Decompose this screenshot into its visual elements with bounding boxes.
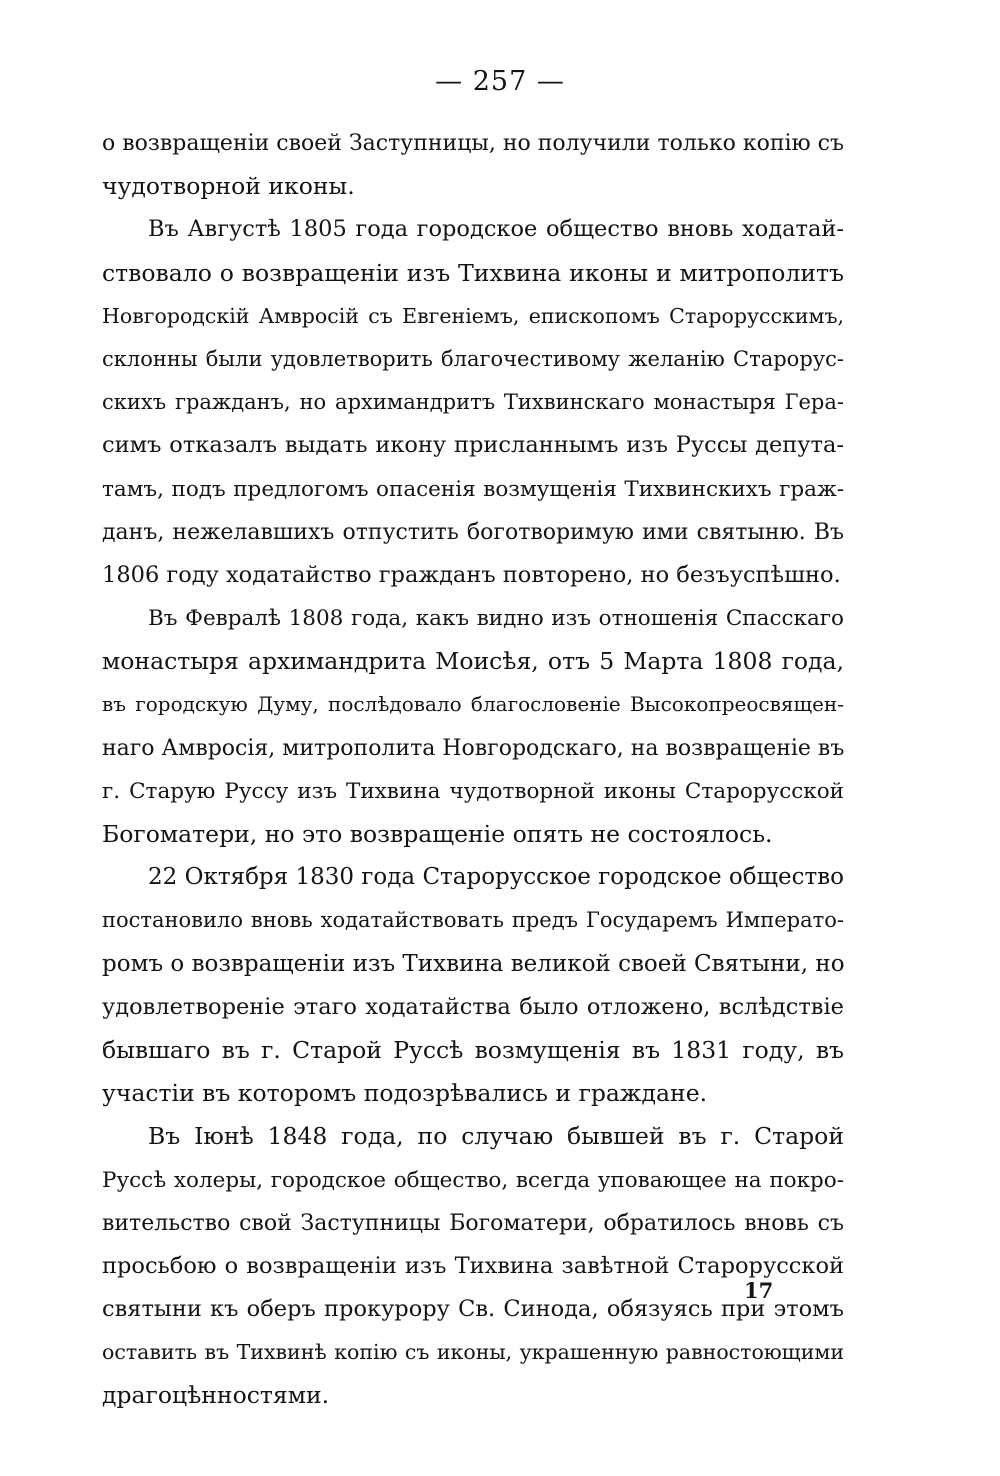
text-line: 1806 году ходатайство гражданъ повторено, но безъуспѣшно. [102,561,841,588]
page-number: — 257 — [435,66,565,97]
paragraph [102,208,844,597]
text-line: въ городскую Думу, послѣдовало благословеніе Высокопреосвящен- [102,692,844,717]
text-line: чудотворной иконы. [102,172,355,201]
paragraph [102,122,844,208]
paragraph [102,1115,844,1417]
text-line: наго Амвросія, митрополита Новгородскаго, на возвращеніе въ [102,735,845,761]
text-line: ромъ о возвращеніи изъ Тихвина великой своей Святыни, но [102,950,845,977]
text-line: бывшаго въ г. Старой Руссѣ возмущенія въ 1831 году, въ [102,1035,844,1064]
text-line: 22 Октября 1830 года Старорусское городское общество [148,864,844,891]
text-line: Въ Іюнѣ 1848 года, по случаю бывшей въ г. Старой [148,1122,844,1151]
text-line: г. Старую Руссу изъ Тихвина чудотворной иконы Старорусской [102,778,844,804]
paragraph [102,597,844,856]
text-line: Въ Февралѣ 1808 года, какъ видно изъ отношенія Спасскаго [148,606,844,632]
signature-mark: 17 [744,1278,774,1303]
text-line: Новгородскій Амвросій съ Евгеніемъ, епископомъ Старорусскимъ, [102,303,844,328]
text-line: склонны были удовлетворить благочестивому желанію Старорус- [102,346,844,371]
text-line: тамъ, подъ предлогомъ опасенія возмущенія Тихвинскихъ граж- [102,476,844,502]
paragraph [102,856,844,1115]
text-line: монастыря архимандрита Моисѣя, отъ 5 Марта 1808 года, [102,647,844,676]
text-line: Руссѣ холеры, городское общество, всегда уповающее на покро- [102,1167,844,1193]
text-line: скихъ гражданъ, но архимандритъ Тихвинскаго монастыря Гера- [102,390,844,415]
text-line: оставить въ Тихвинѣ копію съ иконы, украшенную равностоющими [102,1340,844,1365]
text-line: драгоцѣнностями. [102,1381,330,1410]
text-line: симъ отказалъ выдать икону присланнымъ изъ Руссы депута- [102,432,844,459]
text-line: ствовало о возвращеніи изъ Тихвина иконы и митрополитъ [102,258,844,287]
text-line: просьбою о возвращеніи изъ Тихвина завѣтной Старорусской [102,1252,844,1279]
text-line: о возвращеніи своей Заступницы, но получили только копію съ [102,131,844,156]
text-line: удовлетвореніе этаго ходатайства было отложено, вслѣдствіе [102,993,844,1020]
text-line: святыни къ оберъ прокурору Св. Синода, обязуясь при этомъ [102,1296,844,1323]
body-text [102,122,844,1418]
text-line: вительство свой Заступницы Богоматери, обратилось вновь съ [102,1210,844,1236]
text-line: данъ, нежелавшихъ отпустить боготворимую ими святыню. Въ [102,519,844,545]
text-line: постановило вновь ходатайствовать предъ Государемъ Императо- [102,908,844,933]
text-line: участіи въ которомъ подозрѣвались и граждане. [102,1079,708,1108]
text-line: Въ Августѣ 1805 года городское общество вновь ходатай- [148,216,844,243]
text-line: Богоматери, но это возвращеніе опять не состоялось. [102,820,773,848]
